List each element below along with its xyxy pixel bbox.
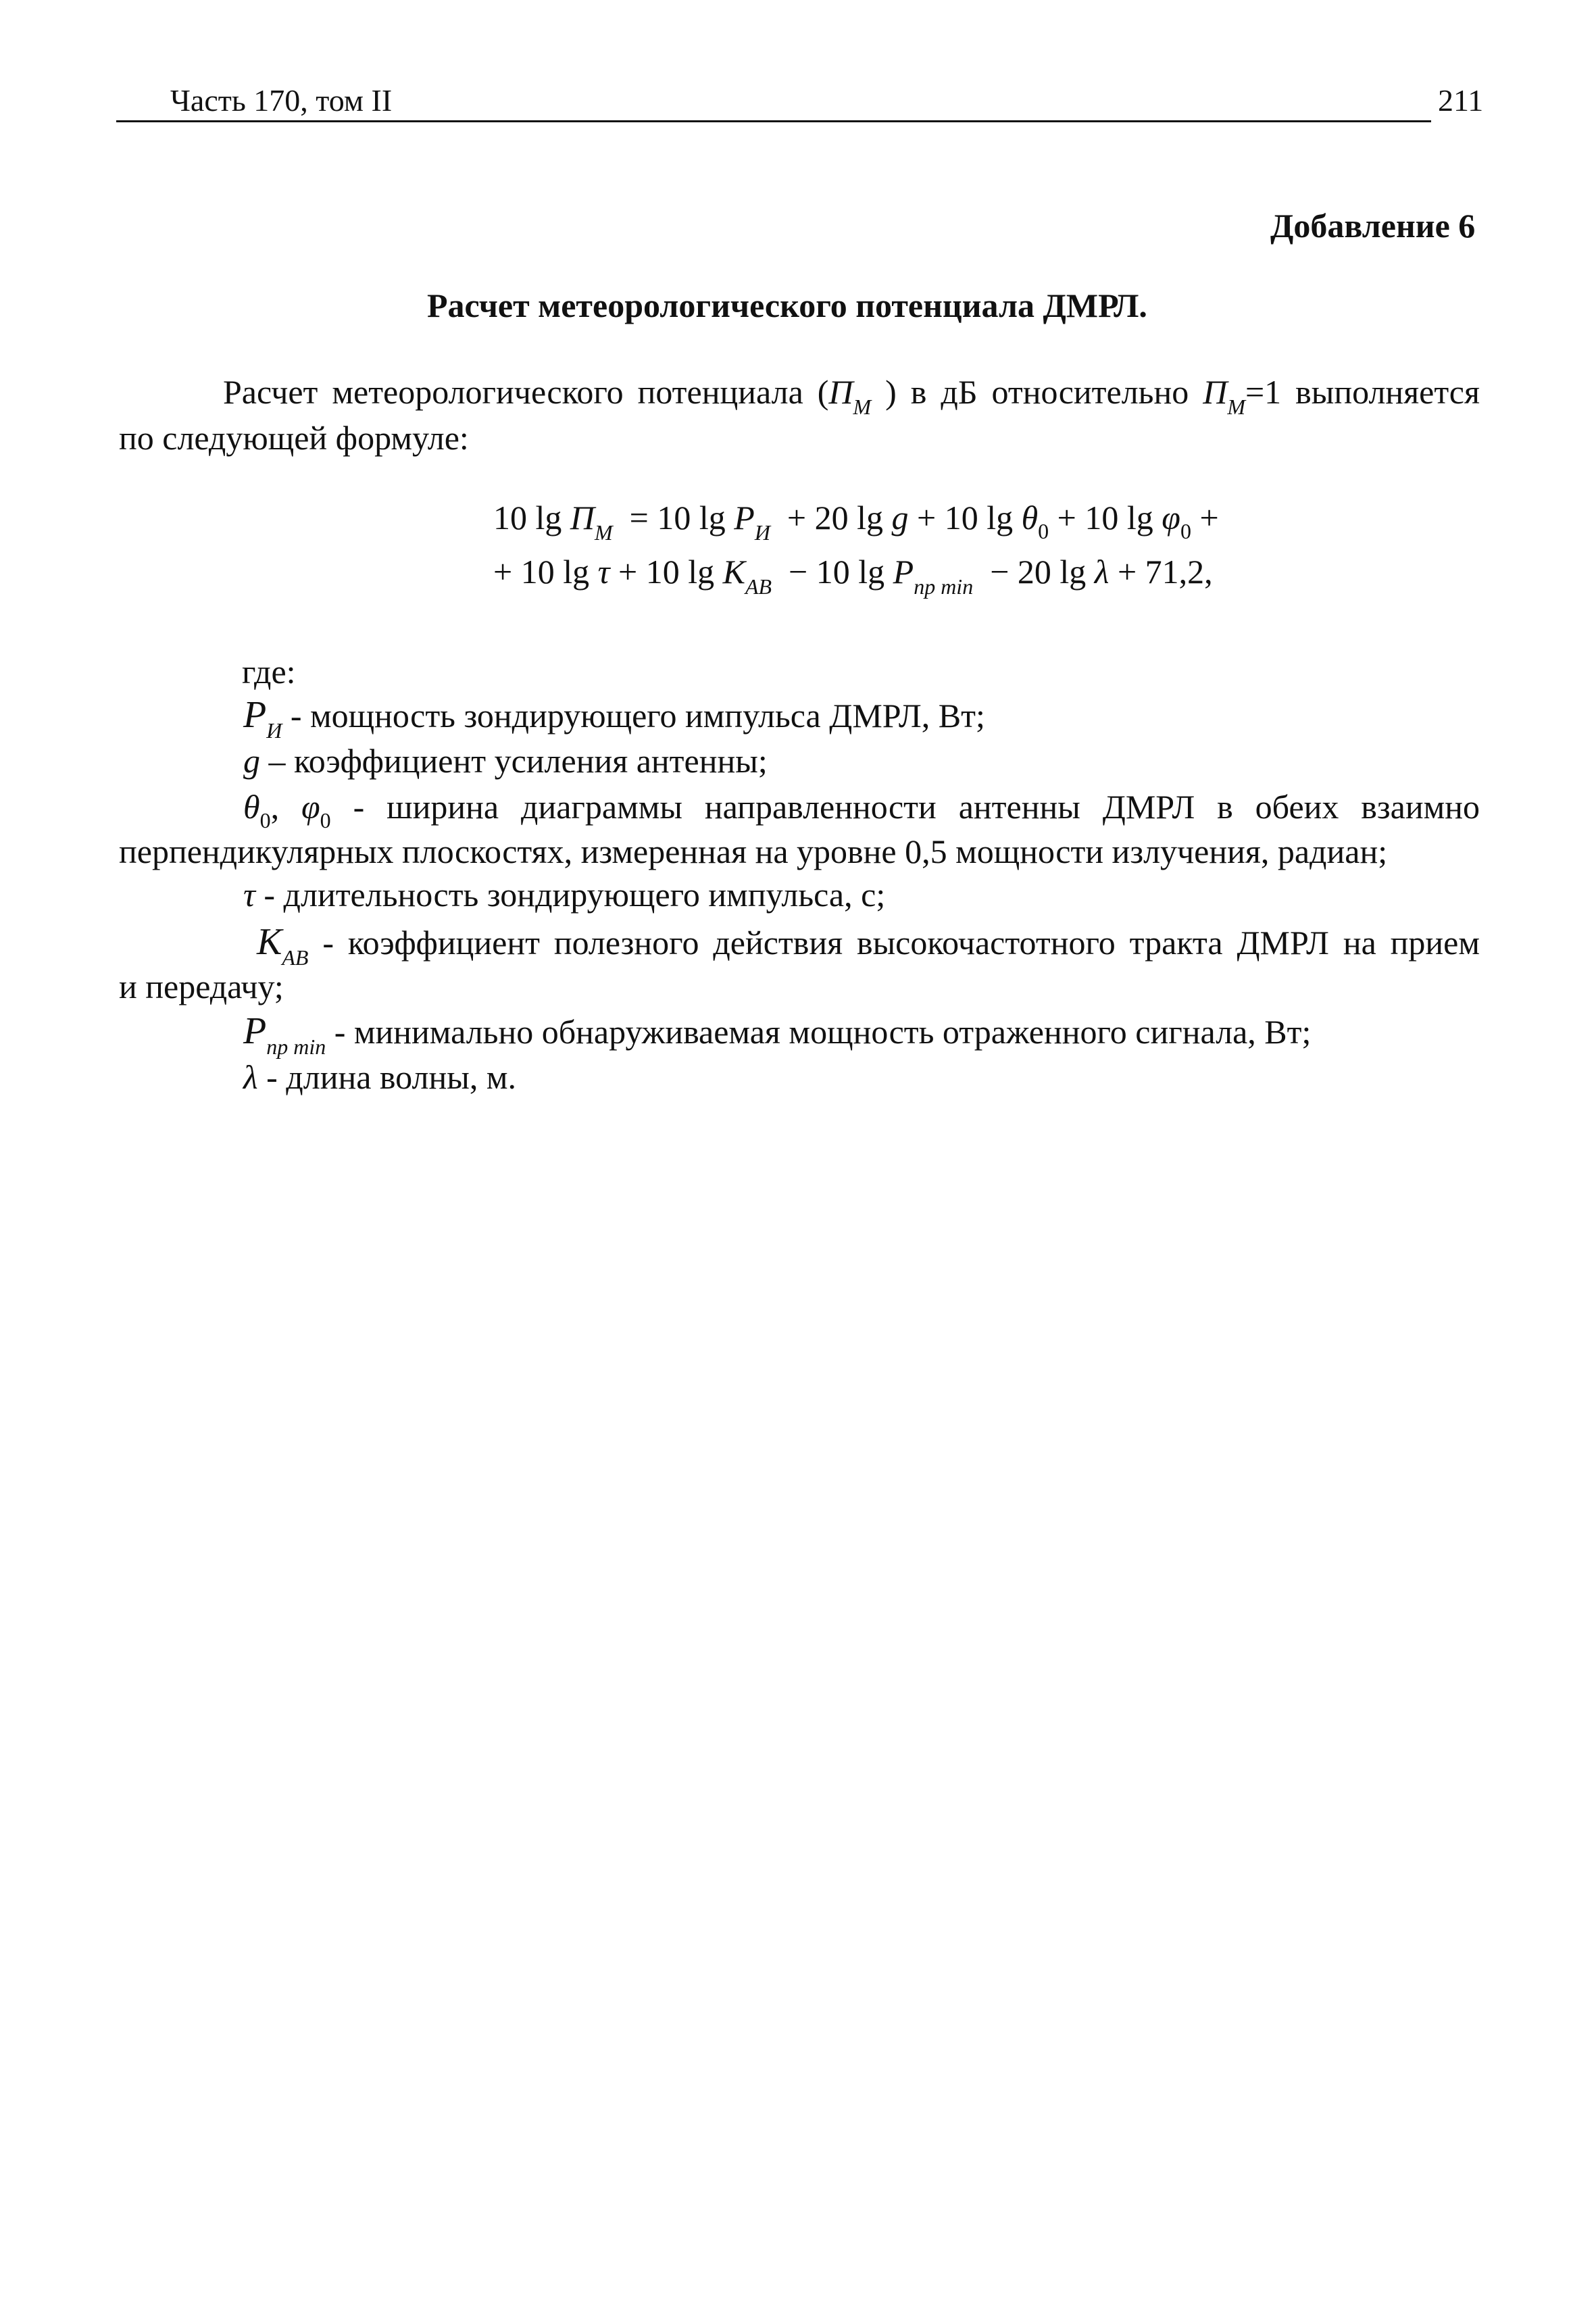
formula-line-2: + 10 lg τ + 10 $\lg K_{АВ} - 10$ $\lg P_{пр min} - 20$ lg λ + 71,2, [493,553,1213,599]
running-header: Часть 170, том II [170,83,393,118]
appendix-label: Добавление 6 [1270,207,1476,245]
def-lambda: λ - длина волны, м. [243,1058,516,1096]
def-p-min: $P_{пр min}$ - минимально обнаруживаемая мощность отраженного сигнала, Вт; [243,1010,1312,1059]
header-rule [116,120,1431,122]
formula-line-1: 10 $\lg П_М = 10$ $\lg P_И + 20$ lg g + 10 $\lg \theta_0 + 10$ $\lg \varphi_0$ + [493,499,1219,545]
intro-line-1: Расчет метеорологического потенциала ($П_М$ ) в дБ относительно $П_М=1$ выполняется [223,373,1480,419]
def-p-i: $P_И$ - мощность зондирующего импульса ДМРЛ, Вт; [243,694,985,743]
page-title: Расчет метеорологического потенциала ДМРЛ. [427,287,1147,324]
def-g: g – коэффициент усиления антенны; [243,742,768,780]
page-number: 211 [1438,83,1484,118]
where-label: где: [242,653,296,691]
def-theta-phi-line-2: перпендикулярных плоскостях, измеренная на уровне 0,5 мощности излучения, радиан; [119,832,1388,870]
intro-line-2: по следующей формуле: [119,419,469,457]
def-k-line-2: и передачу; [119,968,284,1005]
def-k-line-1: $K_{АВ}$ - коэффициент полезного действия высокочастотного тракта ДМРЛ на прием [257,921,1480,970]
def-theta-phi-line-1: $\theta_0$, $\varphi_0$ - ширина диаграммы направленности антенны ДМРЛ в обеих взаимно [243,788,1480,832]
def-tau: τ - длительность зондирующего импульса, с; [243,876,886,914]
